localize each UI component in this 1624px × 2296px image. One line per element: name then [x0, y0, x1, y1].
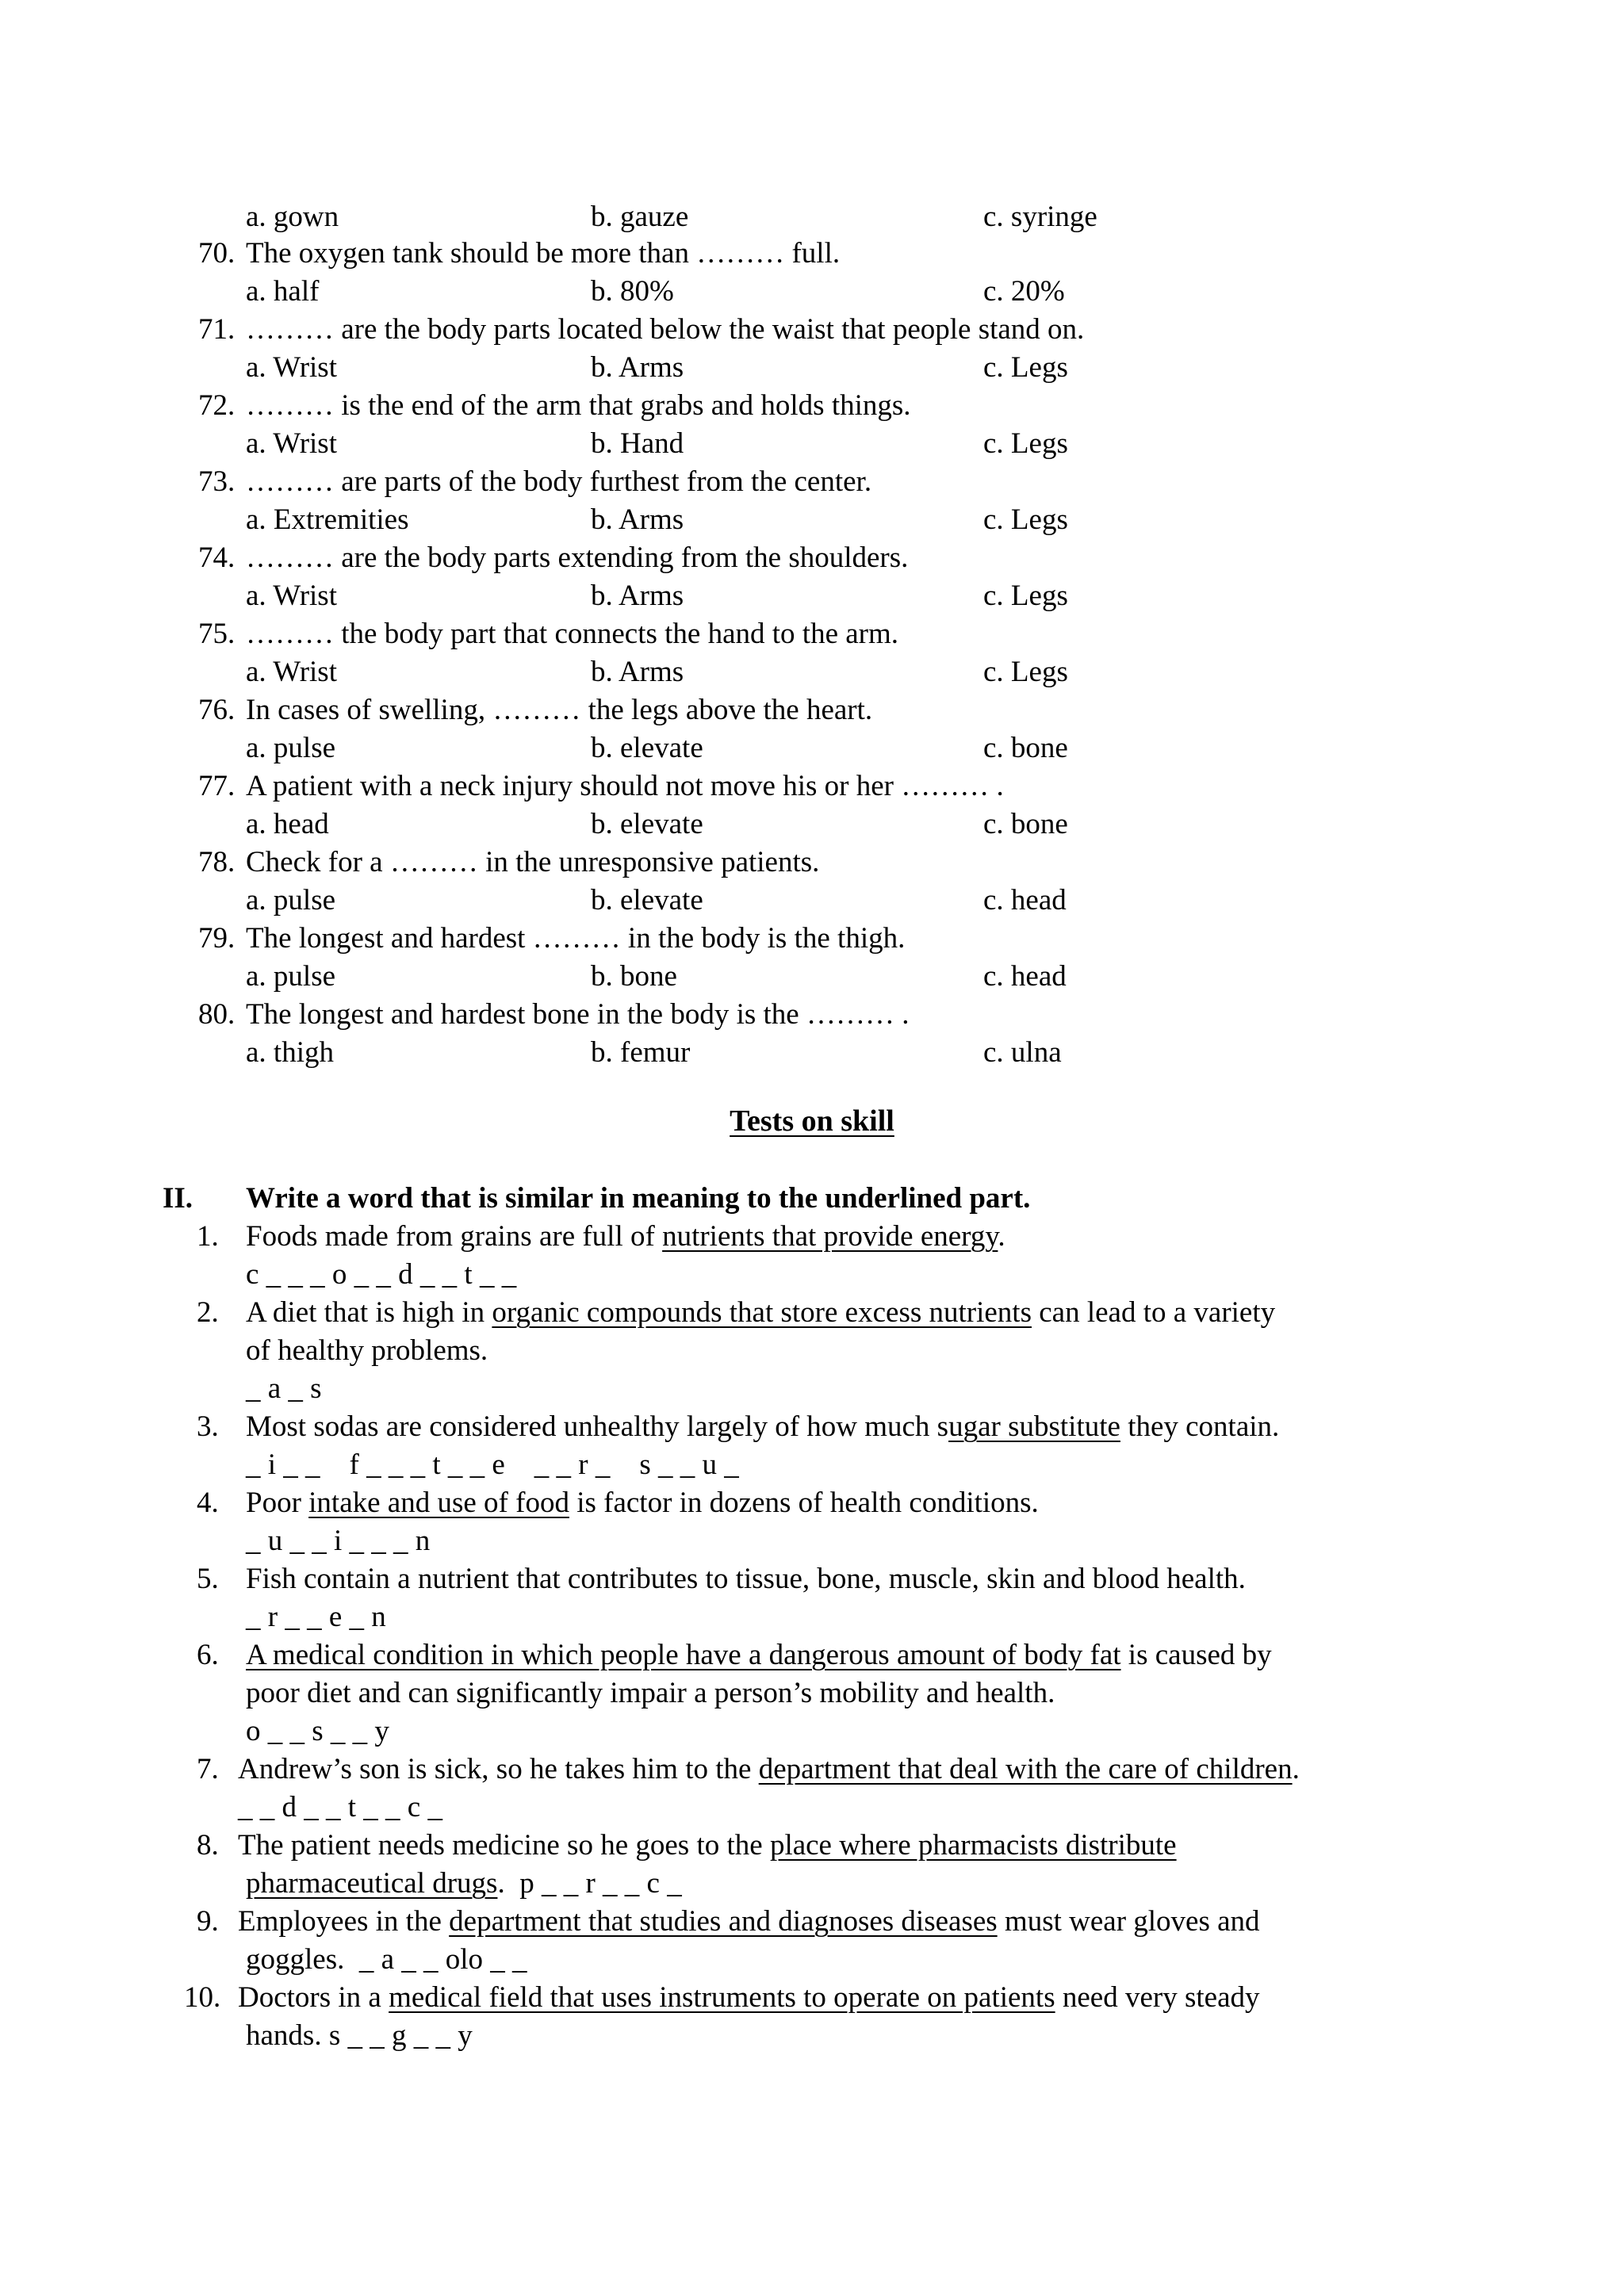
section-instruction — [0, 1180, 1624, 1218]
option-b: b. Hand — [591, 427, 684, 460]
option-b: b. elevate — [591, 808, 703, 840]
mc-options-77 — [0, 806, 1624, 844]
mc-question-71 — [0, 311, 1624, 349]
exercise-number: 7. — [197, 1753, 219, 1785]
text-before: A diet that is high in — [246, 1296, 492, 1329]
option-a: a. Wrist — [246, 656, 337, 688]
exercise-1 — [0, 1218, 1624, 1256]
question-stem: ……… are the body parts located below the waist that people stand on. — [246, 313, 1085, 346]
option-a: a. pulse — [246, 960, 336, 993]
mc-options-80 — [0, 1034, 1624, 1072]
option-a: a. Extremities — [246, 503, 409, 536]
text-before: Poor — [246, 1487, 309, 1519]
mc-question-74 — [0, 539, 1624, 577]
option-b: b. gauze — [591, 201, 689, 233]
exercise-6 — [0, 1636, 1624, 1674]
text-after: . — [1292, 1753, 1300, 1785]
option-c: c. head — [983, 960, 1067, 993]
exercise-7-hint — [0, 1789, 1624, 1827]
exercise-7 — [0, 1751, 1624, 1789]
question-number: 76. — [198, 694, 236, 726]
question-number: 77. — [198, 770, 236, 802]
question-number: 71. — [198, 313, 236, 346]
answer-hint: _ _ d _ _ t _ _ c _ — [238, 1791, 442, 1823]
exercise-2-hint — [0, 1370, 1624, 1408]
text-before: Andrew’s son is sick, so he takes him to the — [238, 1753, 759, 1785]
question-number: 78. — [198, 846, 236, 878]
exercise-text — [246, 1294, 1275, 1332]
question-stem: A patient with a neck injury should not move his or her ……… . — [246, 770, 1004, 802]
question-number: 74. — [198, 541, 236, 574]
section-title: Write a word that is similar in meaning to the underlined part. — [246, 1182, 1031, 1215]
answer-hint: o _ _ s _ _ y — [246, 1715, 389, 1747]
mc-question-70 — [0, 235, 1624, 273]
mc-question-75 — [0, 615, 1624, 653]
option-c: c. Legs — [983, 580, 1068, 612]
exercise-3-hint — [0, 1446, 1624, 1484]
exercise-8 — [0, 1827, 1624, 1865]
question-number: 73. — [198, 465, 236, 498]
exercise-number: 1. — [197, 1220, 219, 1253]
question-stem: The longest and hardest ……… in the body is the thigh. — [246, 922, 906, 955]
exercise-number: 4. — [197, 1487, 219, 1519]
heading-text: Tests on skill — [730, 1104, 894, 1138]
option-a: a. half — [246, 275, 320, 308]
exercise-5-hint — [0, 1598, 1624, 1636]
exercise-4 — [0, 1484, 1624, 1522]
text-before: The patient needs medicine so he goes to the — [238, 1829, 770, 1862]
question-stem: In cases of swelling, ……… the legs above the heart. — [246, 694, 873, 726]
text-before: Most sodas are considered unhealthy largely of how much s — [246, 1410, 949, 1443]
underlined-part: place where pharmacists distribute — [769, 1829, 1177, 1862]
exercise-2-line-2 — [0, 1332, 1624, 1370]
exercise-4-hint — [0, 1522, 1624, 1560]
exercise-5 — [0, 1560, 1624, 1598]
option-b: b. Arms — [591, 656, 684, 688]
mc-question-76 — [0, 691, 1624, 729]
exercise-text-continued: goggles. _ a _ _ olo _ _ — [246, 1943, 527, 1976]
section-heading — [0, 1102, 1624, 1140]
exercise-text-continued: of healthy problems. — [246, 1334, 488, 1367]
option-c: c. Legs — [983, 351, 1068, 384]
option-c: c. Legs — [983, 503, 1068, 536]
option-c: c. head — [983, 884, 1067, 916]
question-number: 80. — [198, 998, 236, 1031]
text-before: Employees in the — [238, 1905, 450, 1938]
exercise-1-hint — [0, 1256, 1624, 1294]
question-stem: ……… are parts of the body furthest from the center. — [246, 465, 872, 498]
question-stem: Check for a ……… in the unresponsive patients. — [246, 846, 820, 878]
exercise-number: 10. — [184, 1981, 221, 2014]
mc-question-79 — [0, 920, 1624, 958]
exercise-text — [246, 1218, 1005, 1256]
question-number: 72. — [198, 389, 236, 422]
exercise-8-line-2 — [0, 1865, 1624, 1903]
text-after: . p _ _ r _ _ c _ — [497, 1867, 682, 1900]
question-stem: The longest and hardest bone in the body is the ……… . — [246, 998, 910, 1031]
option-c: c. bone — [983, 732, 1068, 764]
text-after: is factor in dozens of health conditions. — [569, 1487, 1039, 1519]
option-a: a. gown — [246, 201, 339, 233]
question-stem: The oxygen tank should be more than ……… full. — [246, 237, 841, 270]
exercise-9 — [0, 1903, 1624, 1941]
mc-options-79 — [0, 958, 1624, 996]
option-b: b. elevate — [591, 884, 703, 916]
mc-question-72 — [0, 387, 1624, 425]
mc-options-70 — [0, 273, 1624, 311]
exercise-text — [238, 1827, 1177, 1865]
option-b: b. 80% — [591, 275, 674, 308]
exercise-text — [246, 1408, 1279, 1446]
exercise-text — [238, 1979, 1260, 2017]
exercise-text — [238, 1903, 1260, 1941]
text-after: can lead to a variety — [1031, 1296, 1276, 1329]
mc-question-77 — [0, 767, 1624, 806]
question-stem: ……… the body part that connects the hand to the arm. — [246, 618, 899, 650]
underlined-part: department that studies and diagnoses diseases — [449, 1905, 998, 1938]
option-c: c. syringe — [983, 201, 1097, 233]
mc-question-73 — [0, 463, 1624, 501]
option-b: b. bone — [591, 960, 677, 993]
exercise-3 — [0, 1408, 1624, 1446]
exercise-6-hint — [0, 1712, 1624, 1751]
question-stem: ……… are the body parts extending from the shoulders. — [246, 541, 909, 574]
option-b: b. Arms — [591, 580, 684, 612]
mc-options-78 — [0, 882, 1624, 920]
underlined-part: medical field that uses instruments to operate on patients — [389, 1981, 1055, 2014]
mc-options-71 — [0, 349, 1624, 387]
answer-hint: c _ _ _ o _ _ d _ _ t _ _ — [246, 1258, 517, 1291]
exercise-text-continued: poor diet and can significantly impair a person’s mobility and health. — [246, 1677, 1055, 1709]
exercise-number: 3. — [197, 1410, 219, 1443]
exercise-10 — [0, 1979, 1624, 2017]
exercise-text: Fish contain a nutrient that contributes to tissue, bone, muscle, skin and blood health. — [246, 1563, 1246, 1595]
option-a: a. thigh — [246, 1036, 334, 1069]
exercise-9-line-2 — [0, 1941, 1624, 1979]
mc-options-76 — [0, 729, 1624, 767]
answer-hint: _ u _ _ i _ _ _ n — [246, 1525, 431, 1557]
exercise-number: 5. — [197, 1563, 219, 1595]
answer-hint: _ r _ _ e _ n — [246, 1601, 386, 1633]
mc-question-80 — [0, 996, 1624, 1034]
exercise-text-continued: hands. s _ _ g _ _ y — [246, 2019, 473, 2052]
text-after: . — [998, 1220, 1005, 1253]
exercise-number: 9. — [197, 1905, 219, 1938]
option-a: a. Wrist — [246, 351, 337, 384]
option-c: c. 20% — [983, 275, 1065, 308]
question-stem: ……… is the end of the arm that grabs and holds things. — [246, 389, 911, 422]
option-a: a. pulse — [246, 732, 336, 764]
option-a: a. Wrist — [246, 580, 337, 612]
option-b: b. elevate — [591, 732, 703, 764]
underlined-part: department that deal with the care of children — [758, 1753, 1293, 1785]
question-number: 79. — [198, 922, 236, 955]
exercise-text — [246, 1484, 1039, 1522]
option-a: a. pulse — [246, 884, 336, 916]
option-c: c. Legs — [983, 427, 1068, 460]
option-b: b. Arms — [591, 351, 684, 384]
underlined-part: A medical condition in which people have a dangerous amount of body fat — [246, 1639, 1121, 1671]
mc-options-74 — [0, 577, 1624, 615]
option-c: c. bone — [983, 808, 1068, 840]
underlined-part: intake and use of food — [308, 1487, 569, 1519]
option-a: a. Wrist — [246, 427, 337, 460]
section-number: II. — [163, 1182, 193, 1215]
answer-hint: _ i _ _ f _ _ _ t _ _ e _ _ r _ s _ _ u _ — [246, 1448, 739, 1481]
exercise-number: 6. — [197, 1639, 219, 1671]
exercise-number: 2. — [197, 1296, 219, 1329]
mc-question-78 — [0, 844, 1624, 882]
exercise-number: 8. — [197, 1829, 219, 1862]
underlined-part: organic compounds that store excess nutrients — [492, 1296, 1032, 1329]
text-after: need very steady — [1055, 1981, 1260, 2014]
mc-options-75 — [0, 653, 1624, 691]
mc-options-69 — [0, 198, 1624, 236]
exercise-text-continued — [246, 1865, 682, 1903]
exercise-6-line-2 — [0, 1674, 1624, 1712]
question-number: 70. — [198, 237, 236, 270]
exercise-2 — [0, 1294, 1624, 1332]
option-c: c. Legs — [983, 656, 1068, 688]
underlined-part: pharmaceutical drugs — [246, 1867, 498, 1900]
option-b: b. Arms — [591, 503, 684, 536]
text-before: Doctors in a — [238, 1981, 389, 2014]
option-c: c. ulna — [983, 1036, 1062, 1069]
text-after: is caused by — [1120, 1639, 1272, 1671]
underlined-part: ugar substitute — [948, 1410, 1120, 1443]
text-after: must wear gloves and — [997, 1905, 1260, 1938]
text-after: they contain. — [1120, 1410, 1280, 1443]
text-before: Foods made from grains are full of — [246, 1220, 663, 1253]
underlined-part: nutrients that provide energy — [662, 1220, 998, 1253]
exercise-text — [238, 1751, 1300, 1789]
answer-hint: _ a _ s — [246, 1372, 322, 1405]
question-number: 75. — [198, 618, 236, 650]
option-a: a. head — [246, 808, 329, 840]
exercise-10-line-2 — [0, 2017, 1624, 2055]
option-b: b. femur — [591, 1036, 691, 1069]
exercise-text — [246, 1636, 1272, 1674]
mc-options-72 — [0, 425, 1624, 463]
mc-options-73 — [0, 501, 1624, 539]
